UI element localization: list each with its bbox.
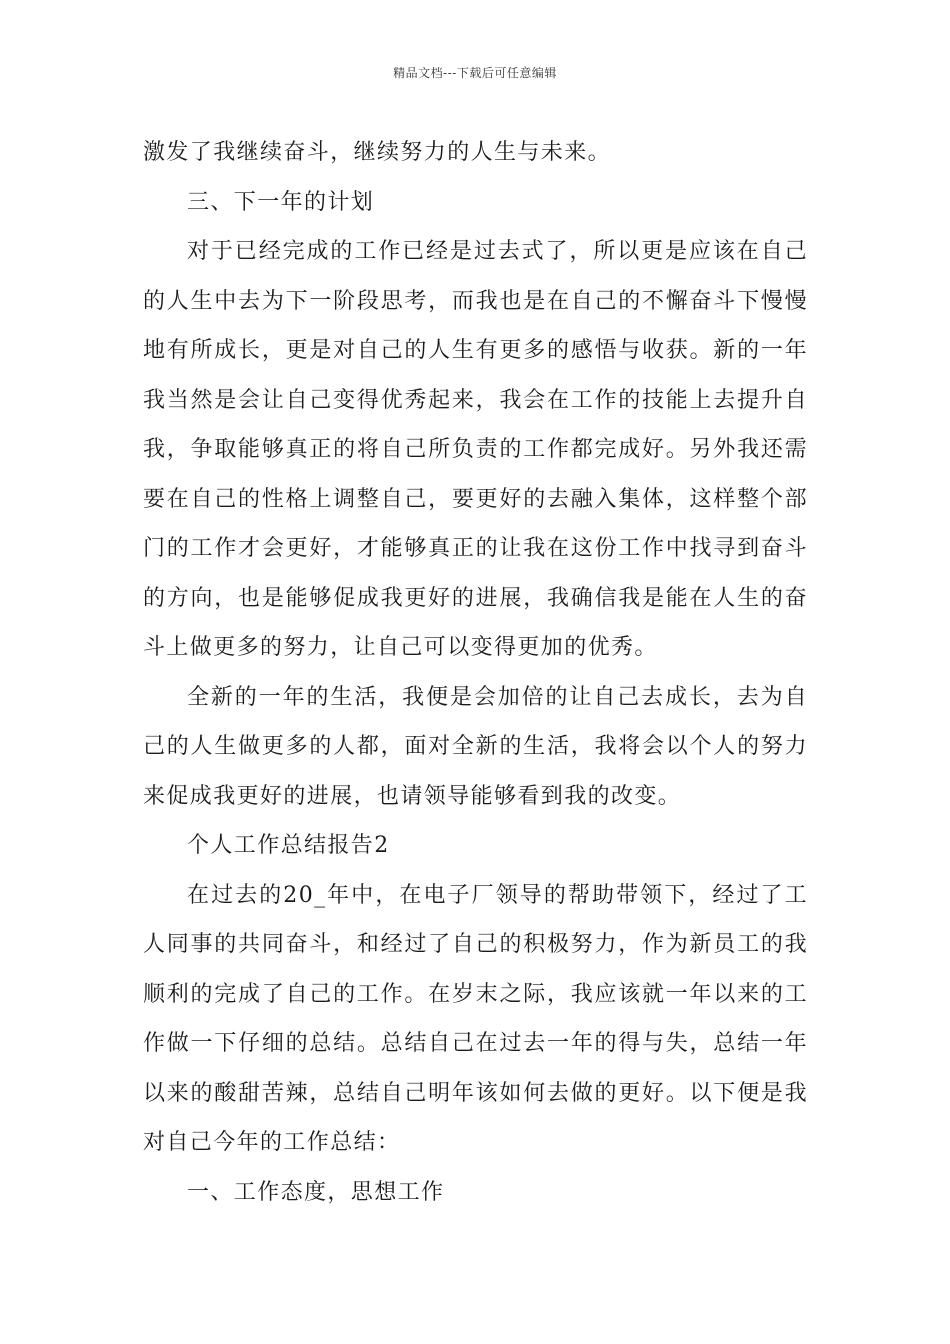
- page-header: 精品文档---下载后可任意编辑: [393, 66, 557, 80]
- section-heading-attitude: 一、工作态度，思想工作: [187, 1179, 445, 1205]
- document-body: [143, 128, 808, 1217]
- paragraph-continuation: 激发了我继续奋斗，继续努力的人生与未来。: [143, 140, 612, 165]
- paragraph-new-year: 全新的一年的生活，我便是会加倍的让自己去成长，去为自己的人生做更多的人都，面对全新的生活，我将会以个人的努力来促成我更好的进展，也请领导能够看到我的改变。: [143, 684, 808, 809]
- report-title: 个人工作总结报告2: [187, 833, 390, 858]
- paragraph-report-intro: 在过去的20_年中，在电子厂领导的帮助带领下，经过了工人同事的共同奋斗，和经过了自己的积极努力，作为新员工的我顺利的完成了自己的工作。在岁末之际，我应该就一年以来的工作做一下仔细的总结。总结自己在过去一年的得与失，总结一年以来的酸甜苦辣，总结自己明年该如何去做的更好。以下便是我对自己今年的工作总结：: [143, 882, 808, 1155]
- paragraph-plan: 对于已经完成的工作已经是过去式了，所以更是应该在自己的人生中去为下一阶段思考，而我也是在自己的不懈奋斗下慢慢地有所成长，更是对自己的人生有更多的感悟与收获。新的一年我当然是会让自己变得优秀起来，我会在工作的技能上去提升自我，争取能够真正的将自己所负责的工作都完成好。另外我还需要在自己的性格上调整自己，要更好的去融入集体，这样整个部门的工作才会更好，才能够真正的让我在这份工作中找寻到奋斗的方向，也是能够促成我更好的进展，我确信我是能在人生的奋斗上做更多的努力，让自己可以变得更加的优秀。: [143, 239, 808, 660]
- section-heading-plan: 三、下一年的计划: [187, 189, 375, 215]
